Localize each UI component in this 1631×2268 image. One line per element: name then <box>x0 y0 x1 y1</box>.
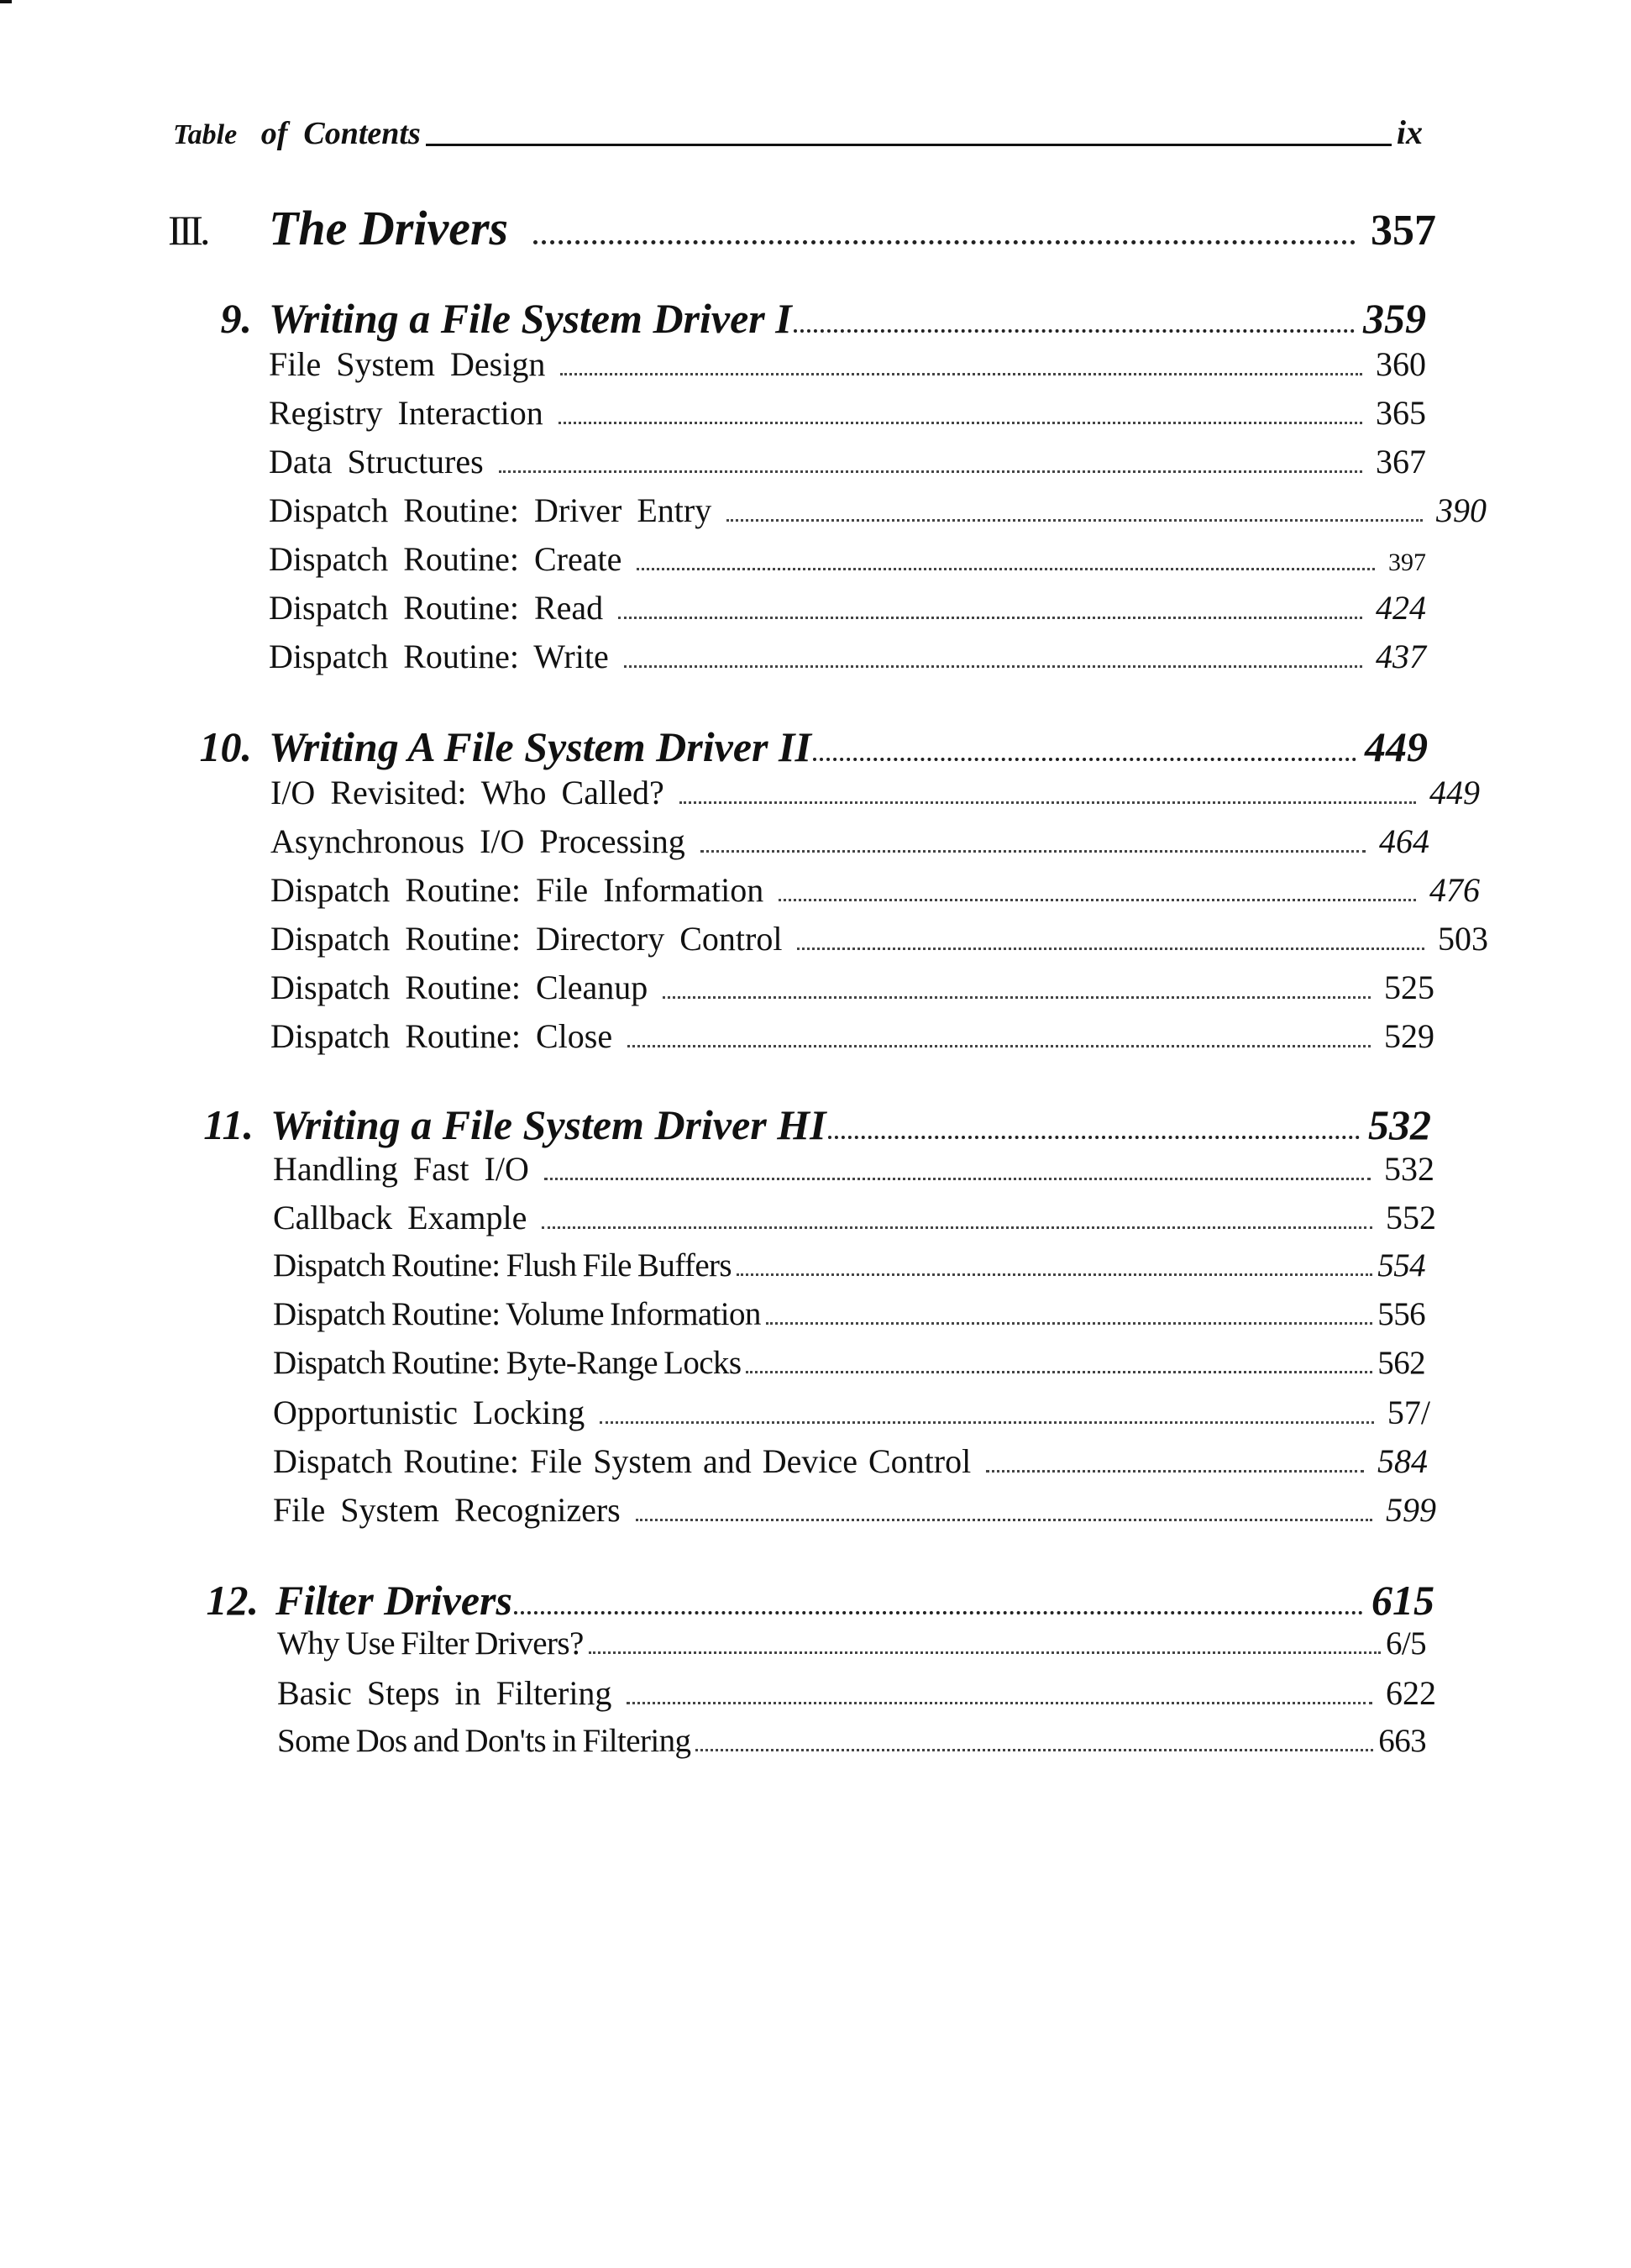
entry-title: Basic Steps in Filtering <box>277 1674 612 1712</box>
toc-entry <box>273 1149 1434 1196</box>
dot-leader <box>794 329 1355 333</box>
toc-entry <box>273 1393 1430 1440</box>
entry-page: 424 <box>1376 589 1426 627</box>
entry-page: 365 <box>1376 394 1426 432</box>
entry-page: 599 <box>1386 1491 1436 1529</box>
entry-title: Dispatch Routine: File System and Device Control <box>273 1442 972 1480</box>
header-page-number: ix <box>1396 113 1423 151</box>
entry-title: Handling Fast I/O <box>273 1150 529 1188</box>
entry-page: 449 <box>1429 774 1480 811</box>
toc-entry <box>269 393 1426 440</box>
chapter-title: Writing a File System Driver HI <box>270 1101 826 1148</box>
dot-leader <box>533 240 1356 244</box>
dot-leader <box>695 1749 1373 1751</box>
chapter-title: Writing a File System Driver I <box>269 295 792 342</box>
entry-page: 464 <box>1379 822 1429 860</box>
chapter-number: 12. <box>206 1577 259 1624</box>
dot-leader <box>627 1045 1371 1047</box>
entry-title: Asynchronous I/O Processing <box>270 822 685 860</box>
entry-title: Dispatch Routine: Close <box>270 1017 613 1055</box>
toc-entry <box>269 539 1426 586</box>
entry-title: Dispatch Routine: Read <box>269 589 604 627</box>
toc-entry <box>273 1344 1425 1391</box>
entry-title: Dispatch Routine: Write <box>269 638 609 675</box>
entry-title: Dispatch Routine: Volume Information <box>273 1296 761 1332</box>
dot-leader <box>828 1136 1360 1139</box>
chapter-heading <box>185 1100 1431 1151</box>
running-header <box>173 108 1423 150</box>
entry-page: 57/ <box>1387 1394 1430 1431</box>
entry-title: Callback Example <box>273 1199 527 1236</box>
part-heading <box>168 200 1436 259</box>
entry-title: Dispatch Routine: Driver Entry <box>269 491 712 529</box>
entry-title: Dispatch Routine: Directory Control <box>270 920 783 958</box>
entry-title: Data Structures <box>269 443 484 480</box>
toc-entry <box>273 1295 1425 1342</box>
dot-leader <box>636 1519 1372 1521</box>
part-number: III. <box>168 207 207 254</box>
dot-leader <box>560 373 1362 375</box>
entry-title: Dispatch Routine: Create <box>269 540 622 578</box>
entry-page: 6/5 <box>1385 1625 1426 1662</box>
toc-entry <box>269 344 1426 391</box>
chapter-number: 9. <box>220 295 252 342</box>
header-word-of: of <box>260 116 288 151</box>
dot-leader <box>624 665 1362 668</box>
dot-leader <box>779 899 1416 901</box>
part-title: The Drivers <box>269 201 509 255</box>
chapter-page: 359 <box>1363 295 1426 342</box>
dot-leader <box>700 850 1366 853</box>
dot-leader <box>618 617 1362 619</box>
dot-leader <box>679 801 1416 804</box>
entry-page: 360 <box>1376 345 1426 383</box>
chapter-title: Filter Drivers <box>275 1577 512 1624</box>
toc-entry <box>270 1016 1434 1063</box>
dot-leader <box>797 948 1424 950</box>
dot-leader <box>600 1421 1374 1424</box>
entry-title: Dispatch Routine: Flush File Buffers <box>273 1247 732 1284</box>
dot-leader <box>499 470 1362 473</box>
entry-page: 525 <box>1384 969 1434 1006</box>
dot-leader <box>637 568 1375 570</box>
entry-page: 622 <box>1386 1674 1436 1712</box>
toc-entry <box>269 491 1487 538</box>
chapter-page: 615 <box>1371 1577 1434 1624</box>
toc-entry <box>273 1247 1425 1294</box>
entry-title: Dispatch Routine: Byte-Range Locks <box>273 1345 742 1381</box>
header-word-table: Table <box>173 119 238 150</box>
entry-page: 503 <box>1438 920 1488 958</box>
dot-leader <box>726 519 1423 522</box>
chapter-number: 11. <box>203 1101 254 1148</box>
toc-entry <box>270 919 1488 966</box>
entry-title: Registry Interaction <box>269 394 543 432</box>
part-page: 357 <box>1371 207 1436 255</box>
toc-entry <box>277 1722 1426 1769</box>
dot-leader <box>627 1702 1372 1704</box>
toc-entry <box>277 1673 1436 1720</box>
running-header-title <box>173 118 421 150</box>
entry-title: Opportunistic Locking <box>273 1394 585 1431</box>
entry-title: File System Recognizers <box>273 1491 621 1529</box>
entry-page: 554 <box>1377 1247 1425 1284</box>
entry-page: 397 <box>1388 549 1426 576</box>
dot-leader <box>737 1273 1372 1276</box>
entry-page: 552 <box>1386 1199 1436 1236</box>
dot-leader <box>746 1371 1372 1373</box>
dot-leader <box>663 996 1371 999</box>
toc-entry <box>269 637 1426 684</box>
entry-title: Dispatch Routine: File Information <box>270 871 764 909</box>
entry-page: 476 <box>1429 871 1480 909</box>
dot-leader <box>589 1651 1381 1654</box>
toc-entry <box>269 442 1426 489</box>
entry-page: 529 <box>1384 1017 1434 1055</box>
chapter-heading <box>183 722 1428 773</box>
toc-entry <box>273 1441 1428 1488</box>
entry-page: 390 <box>1436 491 1487 529</box>
toc-entry <box>270 968 1434 1015</box>
entry-page: 562 <box>1377 1345 1425 1381</box>
chapter-heading <box>190 1576 1434 1626</box>
entry-title: Dispatch Routine: Cleanup <box>270 969 648 1006</box>
entry-title: Why Use Filter Drivers? <box>277 1625 584 1662</box>
entry-page: 663 <box>1378 1723 1426 1759</box>
entry-title: File System Design <box>269 345 546 383</box>
toc-entry <box>269 588 1426 635</box>
header-rule <box>426 143 1392 146</box>
toc-entry <box>270 773 1480 820</box>
toc-entry <box>273 1490 1436 1537</box>
chapter-number: 10. <box>199 723 252 770</box>
dot-leader <box>766 1322 1372 1325</box>
dot-leader <box>544 1178 1371 1180</box>
dot-leader <box>559 422 1362 424</box>
dot-leader <box>514 1611 1363 1614</box>
entry-page: 532 <box>1384 1150 1434 1188</box>
entry-page: 367 <box>1376 443 1426 480</box>
toc-entry <box>273 1198 1436 1245</box>
entry-page: 556 <box>1377 1296 1425 1332</box>
entry-page: 584 <box>1377 1442 1428 1480</box>
entry-title: I/O Revisited: Who Called? <box>270 774 664 811</box>
header-word-contents: Contents <box>303 116 421 151</box>
toc-entry <box>270 822 1429 869</box>
chapter-page: 449 <box>1365 723 1428 770</box>
dot-leader <box>542 1226 1372 1229</box>
entry-page: 437 <box>1376 638 1426 675</box>
dot-leader <box>986 1470 1364 1473</box>
chapter-page: 532 <box>1368 1101 1431 1148</box>
chapter-title: Writing A File System Driver II <box>269 723 811 770</box>
toc-entry <box>277 1625 1426 1672</box>
dot-leader <box>813 758 1356 761</box>
entry-title: Some Dos and Don'ts in Filtering <box>277 1723 691 1759</box>
chapter-heading <box>183 294 1426 344</box>
toc-entry <box>270 870 1480 917</box>
